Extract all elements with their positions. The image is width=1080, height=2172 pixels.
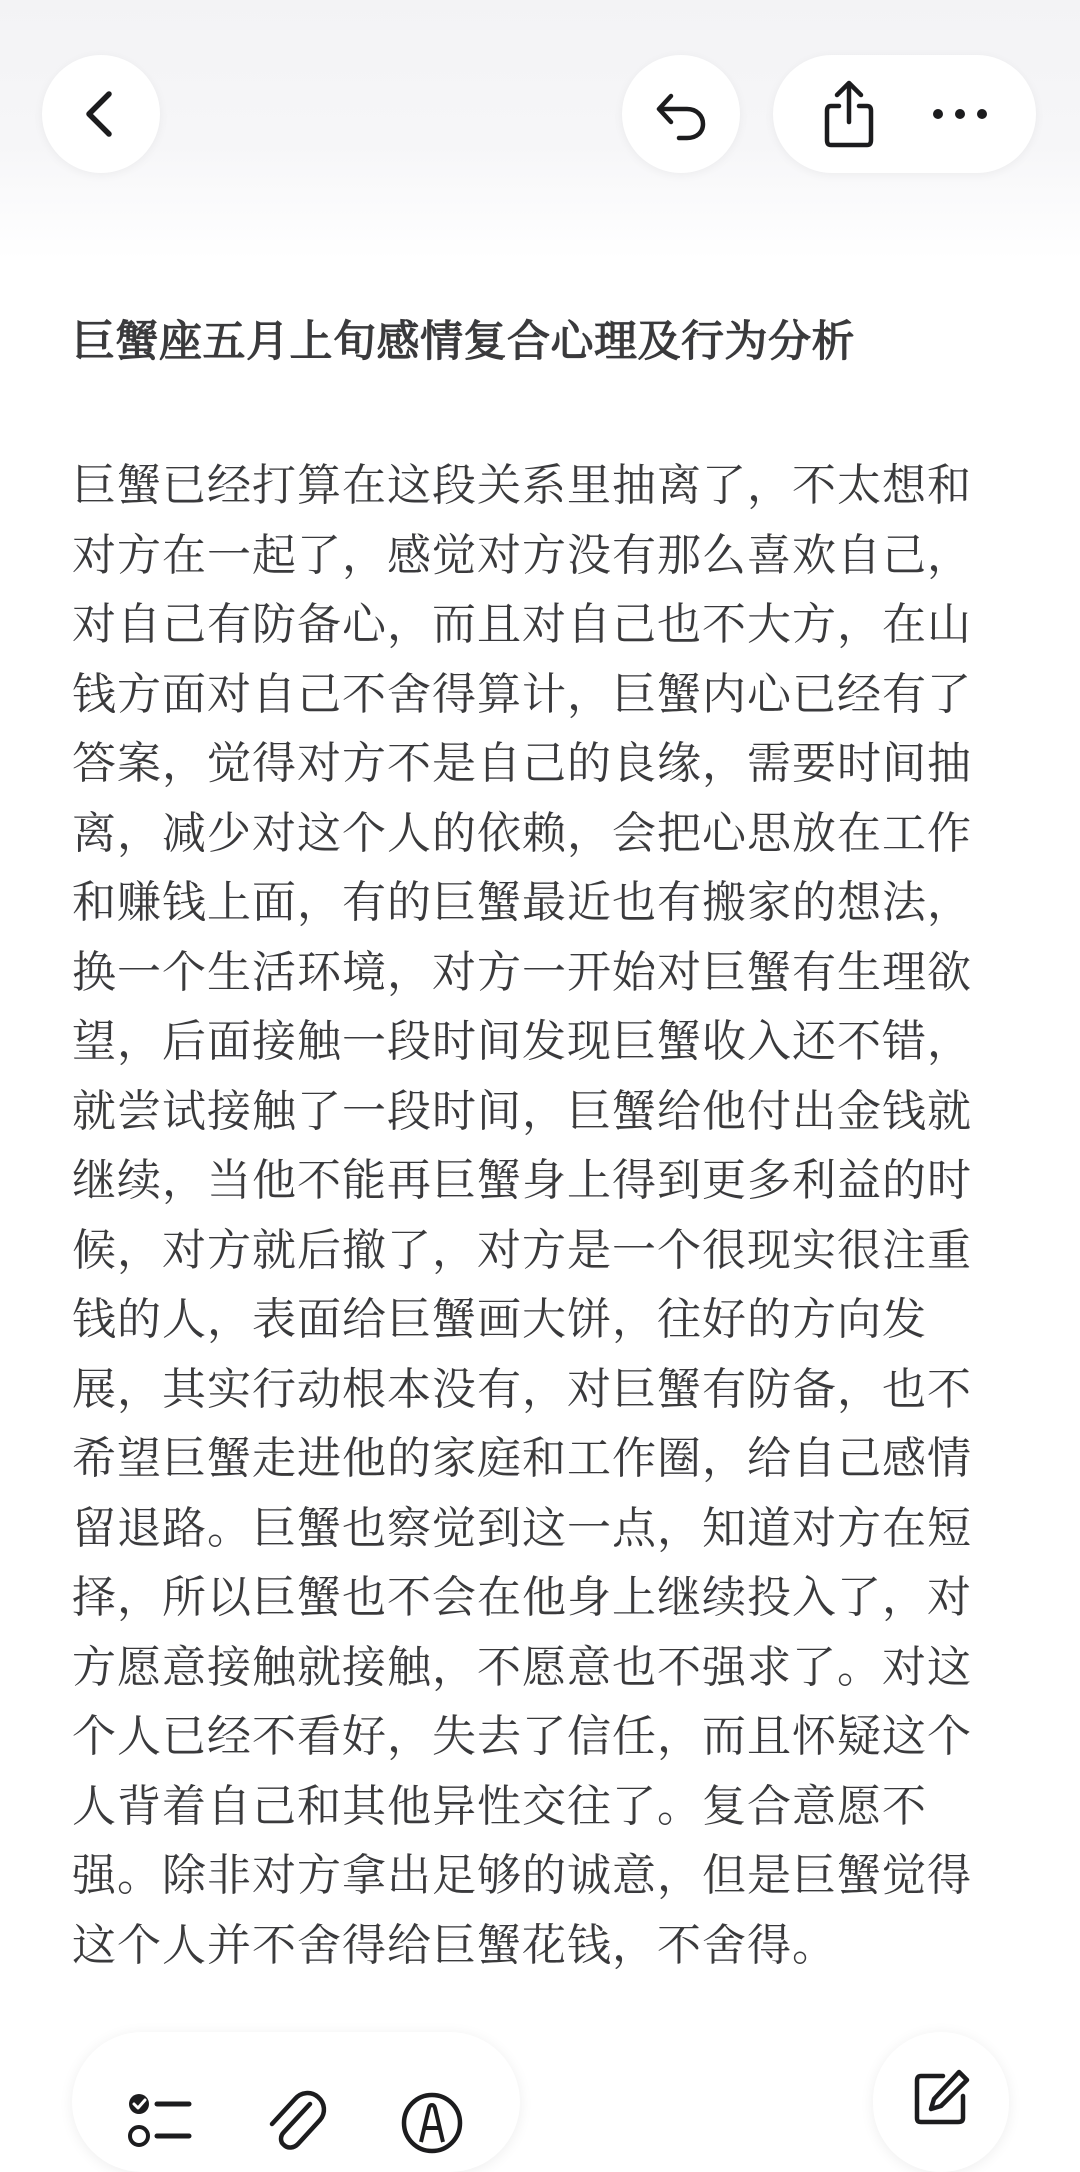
undo-icon	[649, 82, 713, 146]
note-title[interactable]: 巨蟹座五月上旬感情复合心理及行为分析	[72, 317, 855, 367]
markup-button[interactable]	[382, 2052, 482, 2152]
body-line: 继续，当他不能再巨蟹身上得到更多利益的时	[72, 1155, 972, 1206]
share-more-group	[773, 55, 1036, 173]
body-line: 钱的人，表面给巨蟹画大饼，往好的方向发	[72, 1294, 927, 1345]
checklist-icon	[127, 2090, 193, 2152]
share-icon	[817, 78, 881, 150]
body-line: 个人已经不看好，失去了信任，而且怀疑这个	[72, 1711, 972, 1762]
body-line: 望，后面接触一段时间发现巨蟹收入还不错，	[72, 1016, 972, 1067]
undo-button[interactable]	[622, 55, 740, 173]
more-button[interactable]	[910, 64, 1010, 164]
body-line: 强。除非对方拿出足够的诚意，但是巨蟹觉得	[72, 1850, 972, 1901]
bottom-tools-group	[72, 2032, 520, 2172]
body-line: 钱方面对自己不舍得算计，巨蟹内心已经有了	[72, 668, 972, 720]
body-line: 就尝试接触了一段时间，巨蟹给他付出金钱就	[72, 1085, 972, 1137]
body-line: 换一个生活环境，对方一开始对巨蟹有生理欲	[72, 946, 972, 998]
body-line: 对自己有防备心，而且对自己也不大方，在山	[72, 599, 972, 650]
body-line: 人背着自己和其他异性交往了。复合意愿不	[72, 1780, 927, 1832]
body-line: 这个人并不舍得给巨蟹花钱，不舍得。	[72, 1919, 837, 1971]
body-line: 和赚钱上面，有的巨蟹最近也有搬家的想法，	[72, 877, 972, 928]
body-line: 择，所以巨蟹也不会在他身上继续投入了，对	[72, 1572, 972, 1623]
attachment-button[interactable]	[246, 2052, 346, 2152]
compose-icon	[909, 2066, 973, 2130]
compose-button[interactable]	[873, 2032, 1009, 2172]
body-line: 答案，觉得对方不是自己的良缘，需要时间抽	[72, 738, 972, 789]
body-line: 展，其实行动根本没有，对巨蟹有防备，也不	[72, 1363, 972, 1415]
paperclip-icon	[264, 2090, 328, 2156]
body-line: 对方在一起了，感觉对方没有那么喜欢自己，	[72, 529, 972, 581]
back-button[interactable]	[42, 55, 160, 173]
body-line: 离，减少对这个人的依赖，会把心思放在工作	[72, 807, 972, 859]
body-line: 留退路。巨蟹也察觉到这一点，知道对方在短	[72, 1502, 972, 1554]
more-horizontal-icon	[928, 104, 992, 124]
markup-pen-icon	[399, 2090, 465, 2156]
body-line: 希望巨蟹走进他的家庭和工作圈，给自己感情	[72, 1433, 972, 1484]
body-line: 方愿意接触就接触，不愿意也不强求了。对这	[72, 1641, 972, 1693]
share-button[interactable]	[799, 64, 899, 164]
note-body[interactable]	[72, 451, 992, 1980]
chevron-left-icon	[71, 84, 131, 144]
body-line: 巨蟹已经打算在这段关系里抽离了，不太想和	[72, 460, 972, 511]
checklist-button[interactable]	[110, 2052, 210, 2152]
body-line: 候，对方就后撤了，对方是一个很现实很注重	[72, 1224, 972, 1276]
